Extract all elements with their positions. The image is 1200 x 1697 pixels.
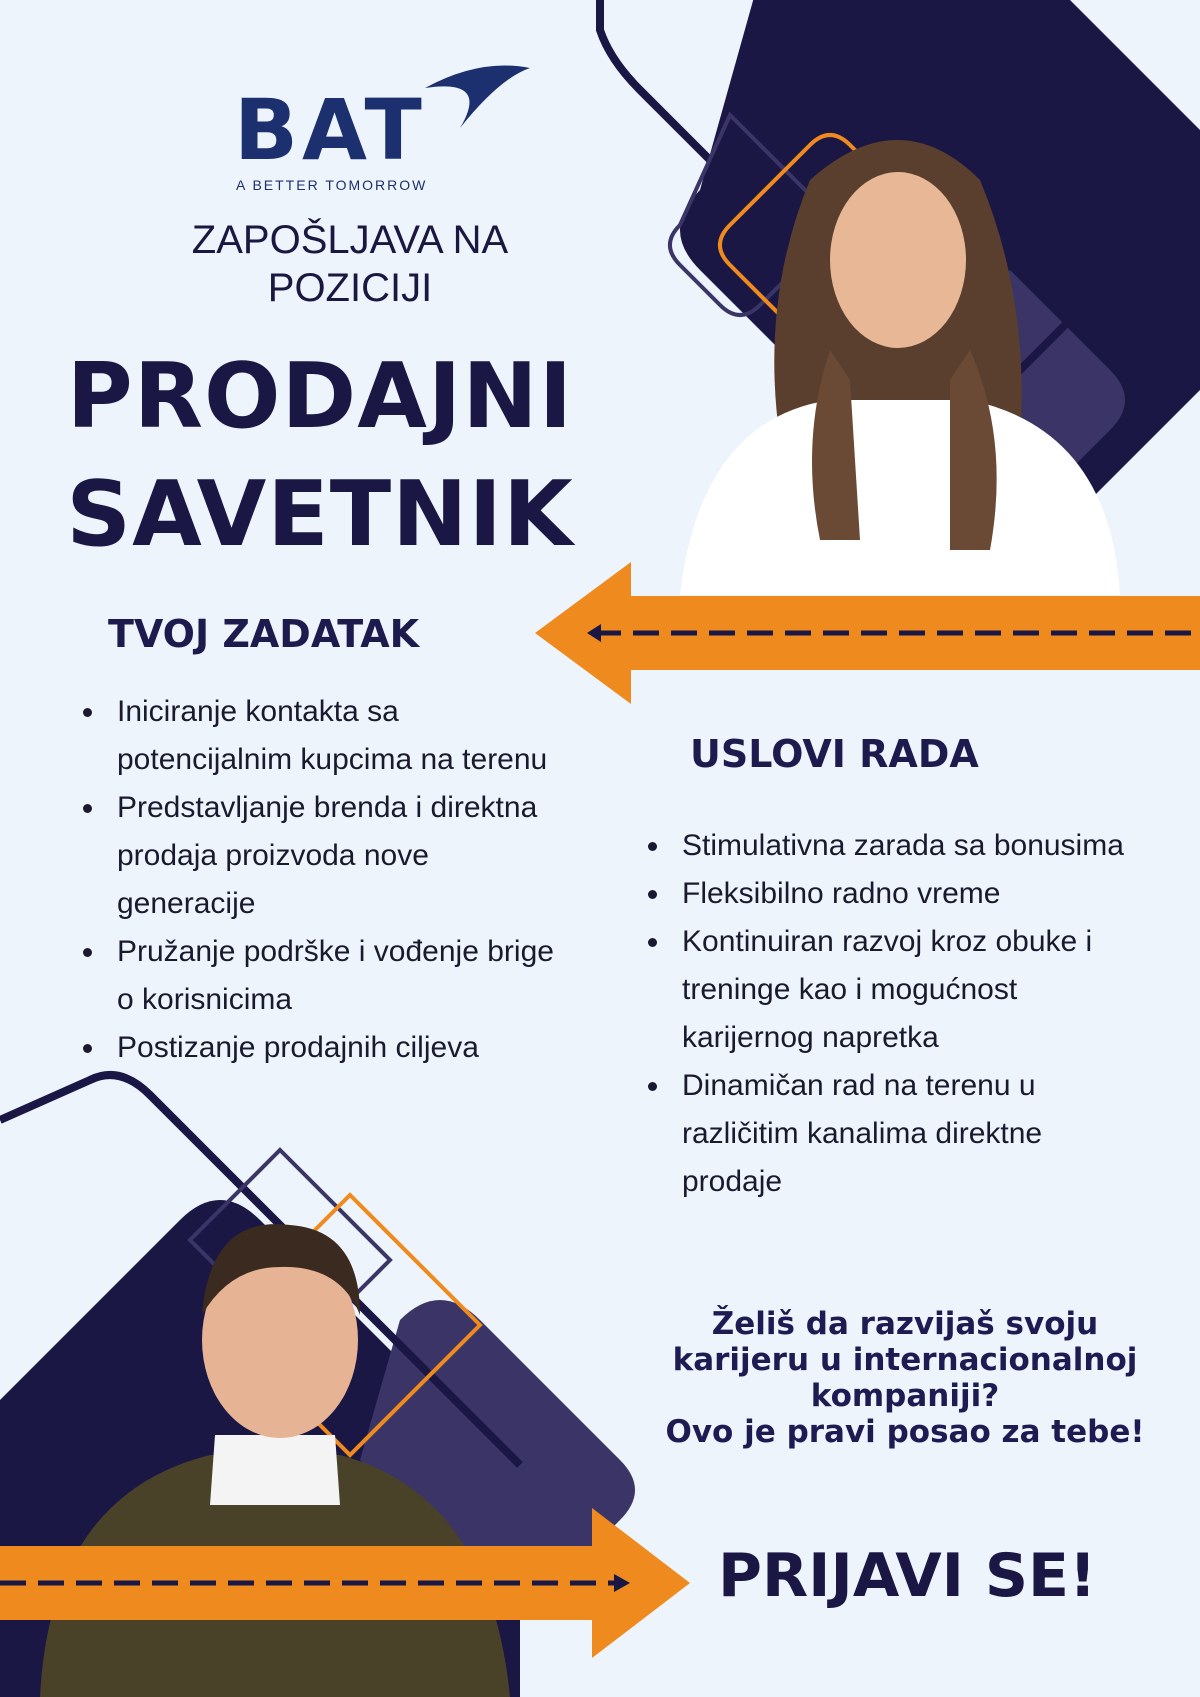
bullet-icon (83, 708, 92, 717)
logo-wordmark: BAT (234, 81, 426, 179)
list-item-text: generacije (117, 887, 256, 920)
hiring-line: ZAPOŠLJAVA NA (191, 218, 509, 262)
cta-line: karijeru u internacionalnoj (672, 1342, 1138, 1378)
list-item (648, 822, 1168, 870)
arrow-left-icon (535, 562, 1200, 704)
list-item-text: treninge kao i mogućnost (682, 973, 1018, 1006)
tasks-list (83, 688, 603, 1072)
bullet-icon (83, 948, 92, 957)
cta-line: Ovo je pravi posao za tebe! (665, 1414, 1145, 1450)
list-item-text: karijernog napretka (682, 1021, 939, 1054)
conditions-heading: USLOVI RADA (690, 732, 979, 776)
logo-tagline: A BETTER TOMORROW (236, 177, 428, 193)
list-item-text: Stimulativna zarada sa bonusima (682, 829, 1124, 862)
conditions-list (648, 822, 1168, 1206)
cta-line: kompaniji? (810, 1378, 1000, 1414)
tasks-heading: TVOJ ZADATAK (108, 612, 420, 656)
list-item (648, 1062, 1168, 1206)
list-item (83, 784, 603, 928)
list-item (648, 918, 1168, 1062)
list-item-text: Fleksibilno radno vreme (682, 877, 1001, 910)
job-title (60, 338, 580, 574)
bullet-icon (648, 842, 657, 851)
list-item-text: o korisnicima (117, 983, 293, 1016)
bullet-icon (648, 890, 657, 899)
list-item-text: Dinamičan rad na terenu u (682, 1069, 1036, 1102)
hiring-text (130, 216, 570, 312)
hiring-line: POZICIJI (267, 266, 433, 310)
list-item-text: prodaje (682, 1165, 783, 1198)
cta-line: Želiš da razvijaš svoju (711, 1306, 1099, 1342)
list-item-text: Pružanje podrške i vođenje brige (117, 935, 554, 968)
list-item (83, 688, 603, 784)
bullet-icon (648, 1082, 657, 1091)
list-item (83, 1024, 603, 1072)
bullet-icon (83, 1044, 92, 1053)
list-item-text: prodaja proizvoda nove (117, 839, 429, 872)
bullet-icon (648, 938, 657, 947)
portrait-woman (680, 120, 1120, 595)
list-item (83, 928, 603, 1024)
list-item-text: različitim kanalima direktne (682, 1117, 1043, 1150)
job-title-line: PRODAJNI (66, 344, 574, 449)
list-item-text: Postizanje prodajnih ciljeva (117, 1031, 479, 1064)
arrow-right-icon (0, 1508, 690, 1658)
cta-question (630, 1306, 1180, 1450)
list-item-text: Kontinuiran razvoj kroz obuke i (682, 925, 1093, 958)
list-item-text: potencijalnim kupcima na terenu (117, 743, 548, 776)
logo-swoosh-icon (420, 58, 540, 138)
list-item (648, 870, 1168, 918)
list-item-text: Predstavljanje brenda i direktna (117, 791, 538, 824)
job-title-line: SAVETNIK (66, 462, 574, 567)
list-item-text: Iniciranje kontakta sa (117, 695, 399, 728)
apply-button[interactable]: PRIJAVI SE! (718, 1541, 1097, 1611)
bullet-icon (83, 804, 92, 813)
